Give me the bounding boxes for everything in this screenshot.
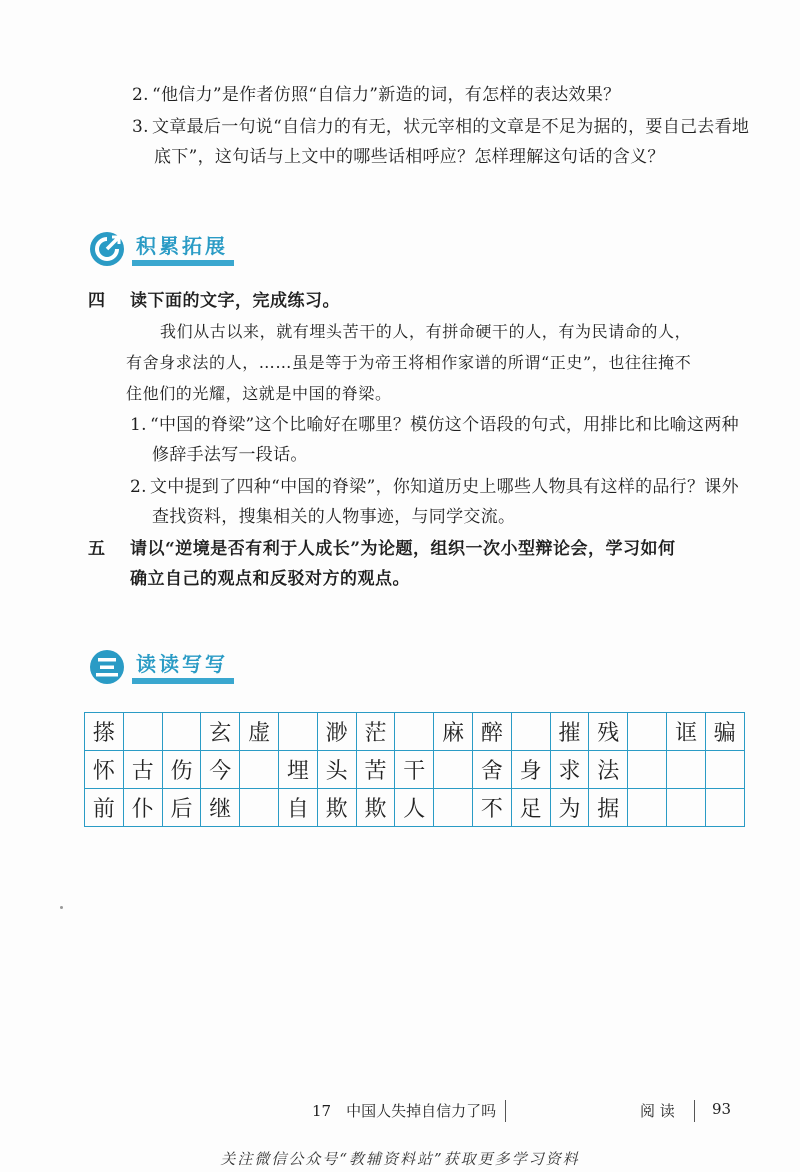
- grid-cell: 残: [589, 713, 628, 751]
- question-3: 3. 文章最后一句说“自信力的有无，状元宰相的文章是不足为据的，要自己去看地 底下”，这句话与上文中的哪些话相呼应？怎样理解这句话的含义？: [132, 117, 750, 167]
- grid-cell: 身: [511, 751, 550, 789]
- grid-cell: 渺: [317, 713, 356, 751]
- grid-cell: 不: [472, 789, 511, 827]
- grid-cell: 人: [395, 789, 434, 827]
- section-header-read-write: [88, 644, 288, 692]
- exercise-4-item-1: 1. “中国的脊梁”这个比喻好在哪里？模仿这个语段的句式，用排比和比喻这两种 修辞手法写一段话。: [130, 415, 739, 465]
- grid-cell: 伤: [162, 751, 201, 789]
- grid-cell: 前: [85, 789, 124, 827]
- grid-cell: [162, 713, 201, 751]
- grid-row: [85, 789, 745, 827]
- grid-cell: 摧: [550, 713, 589, 751]
- watermark: 关注微信公众号“教辅资料站”获取更多学习资料: [220, 1150, 580, 1168]
- grid-cell: [434, 751, 473, 789]
- grid-row: [85, 751, 745, 789]
- section-title: 积累拓展: [136, 234, 228, 258]
- grid-cell: 头: [317, 751, 356, 789]
- passage-line: 有舍身求法的人，……虽是等于为帝王将相作家谱的所谓“正史”，也往往掩不: [126, 353, 692, 372]
- grid-cell: 麻: [434, 713, 473, 751]
- grid-row: [85, 713, 745, 751]
- grid-cell: 玄: [201, 713, 240, 751]
- grid-cell: 为: [550, 789, 589, 827]
- grid-cell: [240, 751, 279, 789]
- grid-cell: 据: [589, 789, 628, 827]
- exercise-5-line-2: 确立自己的观点和反驳对方的观点。: [130, 569, 410, 589]
- word-grid: [84, 712, 745, 827]
- passage-line: 住他们的光耀，这就是中国的脊梁。: [126, 384, 392, 403]
- grid-cell: 诓: [666, 713, 705, 751]
- grid-cell: 后: [162, 789, 201, 827]
- grid-cell: [628, 751, 667, 789]
- exercise-4-heading: 四 读下面的文字，完成练习。: [88, 291, 340, 311]
- grid-cell: 欺: [356, 789, 395, 827]
- grid-cell: 茫: [356, 713, 395, 751]
- refresh-arrow-icon: [88, 230, 126, 268]
- three-lines-icon: [88, 648, 126, 686]
- footer-divider: [694, 1100, 695, 1122]
- exercise-5: 五 请以“逆境是否有利于人成长”为论题，组织一次小型辩论会，学习如何: [88, 539, 676, 559]
- grid-cell: 足: [511, 789, 550, 827]
- grid-cell: 继: [201, 789, 240, 827]
- exercise-4-item-2: 2. 文中提到了四种“中国的脊梁”，你知道历史上哪些人物具有这样的品行？课外 查找资料，搜集相关的人物事迹，与同学交流。: [130, 477, 739, 527]
- grid-cell: 虚: [240, 713, 279, 751]
- grid-cell: [666, 789, 705, 827]
- page-number: 93: [712, 1100, 732, 1118]
- grid-cell: 骗: [705, 713, 744, 751]
- grid-cell: 仆: [123, 789, 162, 827]
- passage-line: 我们从古以来，就有埋头苦干的人，有拼命硬干的人，有为民请命的人，: [160, 322, 692, 341]
- grid-cell: 苦: [356, 751, 395, 789]
- stray-dot: [60, 906, 63, 909]
- grid-cell: [511, 713, 550, 751]
- grid-cell: [705, 751, 744, 789]
- grid-cell: 醉: [472, 713, 511, 751]
- grid-cell: 怀: [85, 751, 124, 789]
- footer-unit: 阅 读: [640, 1102, 675, 1120]
- grid-cell: [123, 713, 162, 751]
- grid-cell: 自: [278, 789, 317, 827]
- grid-cell: [705, 789, 744, 827]
- grid-cell: 今: [201, 751, 240, 789]
- section-header-accumulate: [88, 226, 288, 274]
- grid-cell: 欺: [317, 789, 356, 827]
- footer-lesson: 17 中国人失掉自信力了吗: [312, 1102, 497, 1120]
- grid-cell: 搽: [85, 713, 124, 751]
- grid-cell: 法: [589, 751, 628, 789]
- grid-cell: [395, 713, 434, 751]
- grid-cell: [628, 789, 667, 827]
- grid-cell: [628, 713, 667, 751]
- footer-divider: [505, 1100, 506, 1122]
- section-underline: [132, 260, 234, 266]
- grid-cell: 古: [123, 751, 162, 789]
- grid-cell: [666, 751, 705, 789]
- grid-cell: 埋: [278, 751, 317, 789]
- section-title: 读读写写: [136, 652, 228, 676]
- grid-cell: [240, 789, 279, 827]
- section-underline: [132, 678, 234, 684]
- question-2: 2. “他信力”是作者仿照“自信力”新造的词，有怎样的表达效果？: [132, 85, 621, 105]
- grid-cell: 舍: [472, 751, 511, 789]
- grid-cell: [278, 713, 317, 751]
- grid-cell: [434, 789, 473, 827]
- grid-cell: 求: [550, 751, 589, 789]
- grid-cell: 干: [395, 751, 434, 789]
